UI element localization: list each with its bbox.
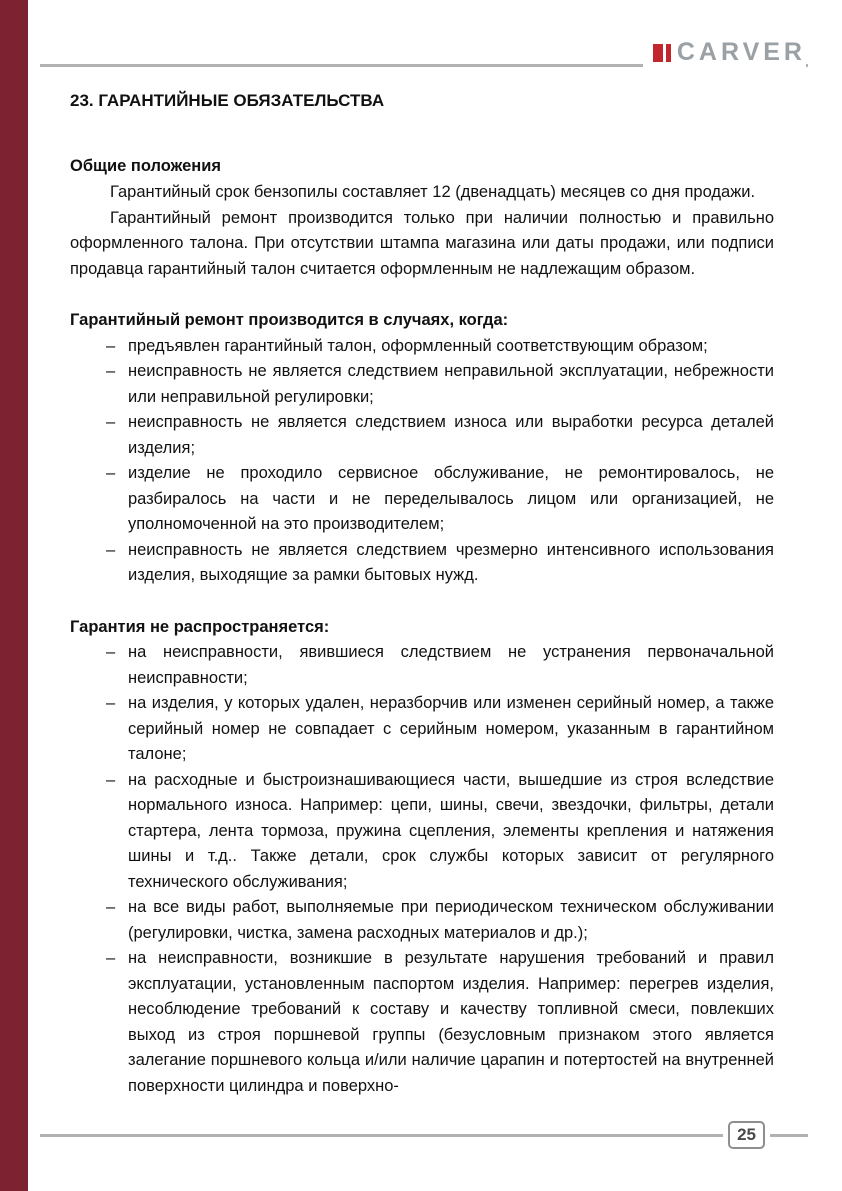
carver-logo	[643, 38, 806, 67]
general-paragraph: Гарантийный ремонт производится только при наличии полностью и правильно оформленного талона. При отсутствии штампа магазина или даты продажи, или подписи продавца гарантийный талон считается оформленным не надлежащим образом.	[70, 208, 774, 278]
left-margin-bar	[0, 0, 28, 1191]
list-item: – на все виды работ, выполняемые при периодическом техническом обслуживании (регулировки, чистка, замена расходных материалов и др.);	[106, 895, 774, 946]
list-item: – изделие не проходило сервисное обслуживание, не ремонтировалось, не разбиралось на части и не переделывалось лицом или организацией, не уполномоченной на это производителем;	[106, 461, 774, 538]
document-content	[70, 88, 774, 1099]
page-footer	[40, 1121, 808, 1149]
footer-rule	[40, 1134, 723, 1137]
logo-mark-icon	[653, 44, 663, 62]
list-item: – неисправность не является следствием износа или выработки ресурса деталей изделия;	[106, 410, 774, 461]
list-item: – неисправность не является следствием чрезмерно интенсивного использования изделия, выходящие за рамки бытовых нужд.	[106, 538, 774, 589]
page-number-badge: 25	[728, 1121, 765, 1149]
not-covered-list	[106, 640, 774, 1099]
list-item: – на изделия, у которых удален, неразборчив или изменен серийный номер, а также серийный номер не совпадает с серийным номером, указанным в гарантийном талоне;	[106, 691, 774, 768]
footer-rule	[770, 1134, 808, 1137]
brand-name: CARVER	[676, 38, 806, 66]
list-item: – неисправность не является следствием неправильной эксплуатации, небрежности или неправильной регулировки;	[106, 359, 774, 410]
list-item: – на неисправности, возникшие в результате нарушения требований и правил эксплуатации, установленным паспортом изделия. Например: перегрев изделия, несоблюдение требований к составу и качеству топливной смеси, повлекших выход из строя поршневой группы (безусловным признаком этого является залегание поршневого кольца и/или наличие царапин и потертостей на внутренней поверхности цилиндра и поверхно-	[106, 946, 774, 1099]
repair-cases-list	[106, 334, 774, 589]
general-paragraph: Гарантийный срок бензопилы составляет 12 (двенадцать) месяцев со дня продажи.	[110, 183, 756, 201]
not-covered-heading: Гарантия не распространяется:	[70, 617, 330, 636]
page-title: 23. ГАРАНТИЙНЫЕ ОБЯЗАТЕЛЬСТВА	[70, 91, 385, 110]
list-item: – на неисправности, явившиеся следствием не устранения первоначальной неисправности;	[106, 640, 774, 691]
logo-mark-icon	[666, 44, 671, 62]
list-item: – предъявлен гарантийный талон, оформленный соответствующим образом;	[106, 334, 774, 360]
general-provisions-heading: Общие положения	[70, 156, 222, 175]
list-item: – на расходные и быстроизнашивающиеся части, вышедшие из строя вследствие нормального износа. Например: цепи, шины, свечи, звездочки, фильтры, детали стартера, лента тормоза, пружина сцепления, элементы крепления и натяжения шины и т.д.. Также детали, срок службы которых зависит от регулярного технического обслуживания;	[106, 768, 774, 896]
repair-cases-heading: Гарантийный ремонт производится в случаях, когда:	[70, 311, 509, 329]
